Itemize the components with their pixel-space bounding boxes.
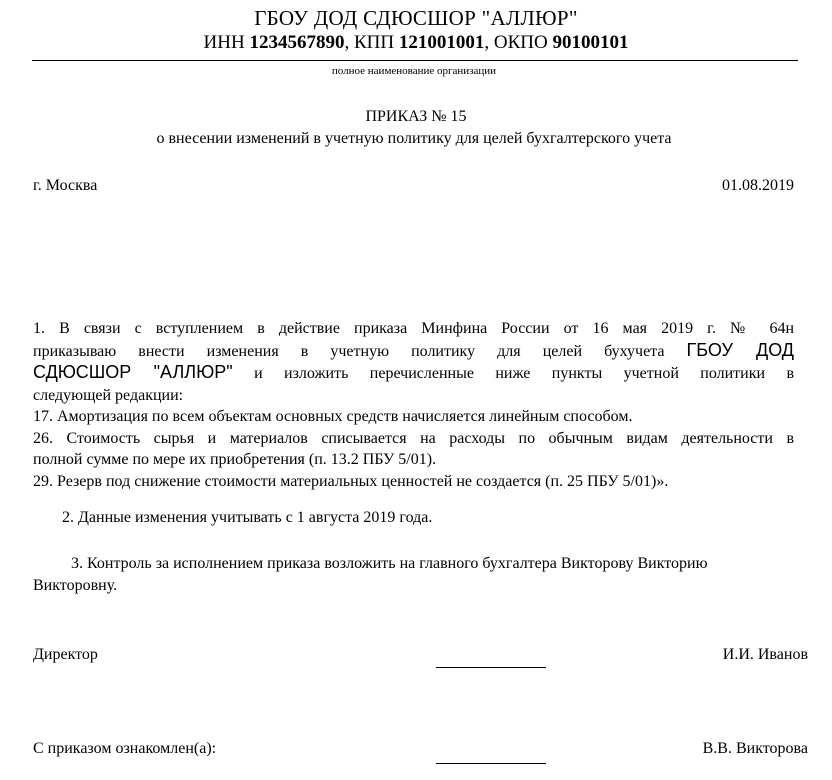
order-body-paragraph-3: [33, 553, 794, 597]
order-title: ПРИКАЗ № 15: [365, 108, 467, 125]
paragraph-3-line-2: Викторовну.: [33, 577, 118, 594]
kpp-label: , КПП: [344, 32, 395, 53]
paragraph-1-line-1: 1. В связи с вступлением в действие приказа Минфина России от 16 мая 2019 г. № 64н: [33, 320, 794, 337]
organization-name: ГБОУ ДОД СДЮСШОР "АЛЛЮР": [254, 6, 578, 30]
paragraph-1-line-2: [33, 340, 794, 363]
order-body-paragraph-2: 2. Данные изменения учитывать с 1 августа 2019 года.: [62, 509, 433, 526]
paragraph-3-line-1: 3. Контроль за исполнением приказа возложить на главного бухгалтера Викторову Викторию: [71, 555, 708, 572]
inn-label: ИНН: [203, 32, 245, 53]
order-city: г. Москва: [33, 177, 98, 194]
order-subject: о внесении изменений в учетную политику для целей бухгалтерского учета: [156, 130, 672, 147]
order-date: 01.08.2019: [722, 177, 794, 194]
okpo-label: , ОКПО: [484, 32, 548, 53]
paragraph-1-line-2-text: приказываю внести изменения в учетную политику для целей бухучета: [33, 342, 665, 360]
organization-underline: [32, 60, 798, 61]
organization-caption: полное наименование организации: [331, 65, 497, 77]
inn-value: 1234567890: [249, 32, 345, 53]
policy-item-29: 29. Резерв под снижение стоимости материальных ценностей не создается (п. 25 ПБУ 5/01)».: [33, 472, 669, 490]
acknowledgement-label: С приказом ознакомлен(а):: [33, 740, 217, 757]
acknowledgement-signature-line: [436, 763, 546, 764]
inline-org-name-part-2: СДЮСШОР "АЛЛЮР": [33, 362, 233, 382]
policy-item-17: 17. Амортизация по всем объектам основных средств начисляется линейным способом.: [33, 408, 633, 425]
okpo-value: 90100101: [552, 32, 629, 53]
paragraph-1-line-3-text: и изложить перечисленные ниже пункты учетной политики в: [254, 365, 795, 382]
kpp-value: 121001001: [398, 32, 485, 53]
director-name: И.И. Иванов: [722, 646, 808, 663]
order-body-paragraph-1: [33, 318, 794, 492]
paragraph-1-line-4: следующей редакции:: [33, 386, 184, 404]
policy-item-26-line-2: полной сумме по мере их приобретения (п. 13.2 ПБУ 5/01).: [33, 451, 437, 468]
inline-org-name-part-1: ГБОУ ДОД: [686, 339, 795, 360]
director-label: Директор: [33, 646, 98, 663]
paragraph-1-line-3: [33, 362, 794, 385]
acknowledgement-name: В.В. Викторова: [702, 740, 808, 757]
organization-codes: [0, 32, 832, 54]
policy-item-26-line-1: 26. Стоимость сырья и материалов списывается на расходы по обычным видам деятельности в: [33, 429, 794, 447]
director-signature-line: [436, 667, 546, 668]
